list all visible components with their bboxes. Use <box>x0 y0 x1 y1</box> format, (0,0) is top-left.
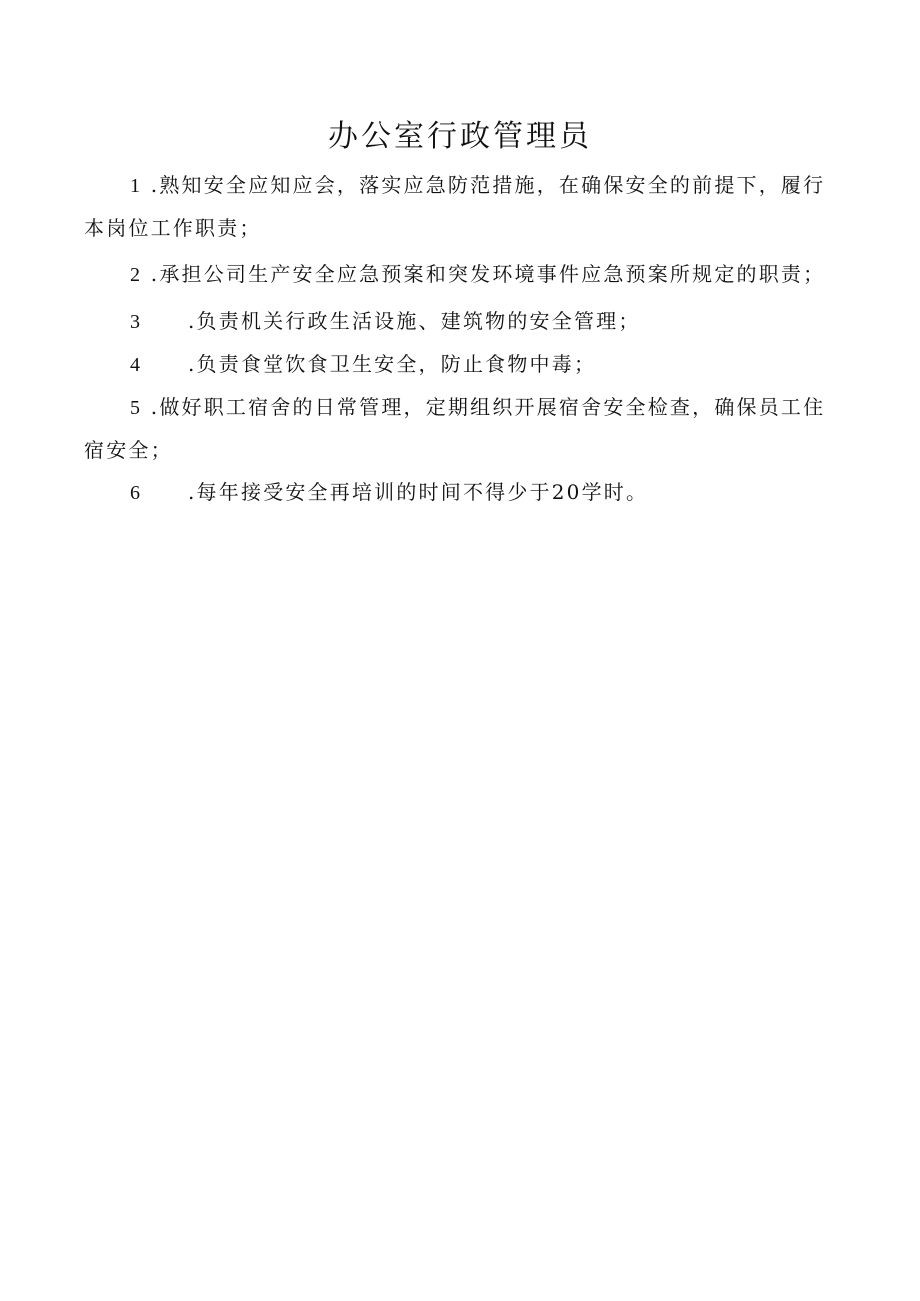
duty-item-2 <box>84 253 836 296</box>
duty-item-number: 5 <box>130 397 143 419</box>
duty-item-text: .做好职工宿舍的日常管理，定期组织开展宿舍安全检查，确保员工住宿安全； <box>84 395 826 462</box>
duty-item-number: 2 <box>130 264 143 286</box>
duty-list <box>84 164 836 514</box>
duty-item-text: .熟知安全应知应会，落实应急防范措施，在确保安全的前提下，履行本岗位工作职责； <box>84 173 826 240</box>
duty-item-number: 4 <box>130 354 143 376</box>
duty-item-3 <box>84 300 836 343</box>
duty-item-text: .每年接受安全再培训的时间不得少于20学时。 <box>188 480 649 504</box>
duty-item-6 <box>84 471 836 514</box>
duty-item-text: .负责食堂饮食卫生安全，防止食物中毒； <box>188 352 597 376</box>
duty-item-text: .承担公司生产安全应急预案和突发环境事件应急预案所规定的职责； <box>150 262 826 286</box>
duty-item-number: 1 <box>130 175 143 197</box>
document-title: 办公室行政管理员 <box>328 119 592 154</box>
duty-item-5 <box>84 386 836 471</box>
duty-item-text: .负责机关行政生活设施、建筑物的安全管理； <box>188 309 641 333</box>
duty-item-1 <box>84 164 836 249</box>
duty-item-number: 3 <box>130 311 143 333</box>
duty-item-number: 6 <box>130 482 143 504</box>
duty-item-4 <box>84 343 836 386</box>
